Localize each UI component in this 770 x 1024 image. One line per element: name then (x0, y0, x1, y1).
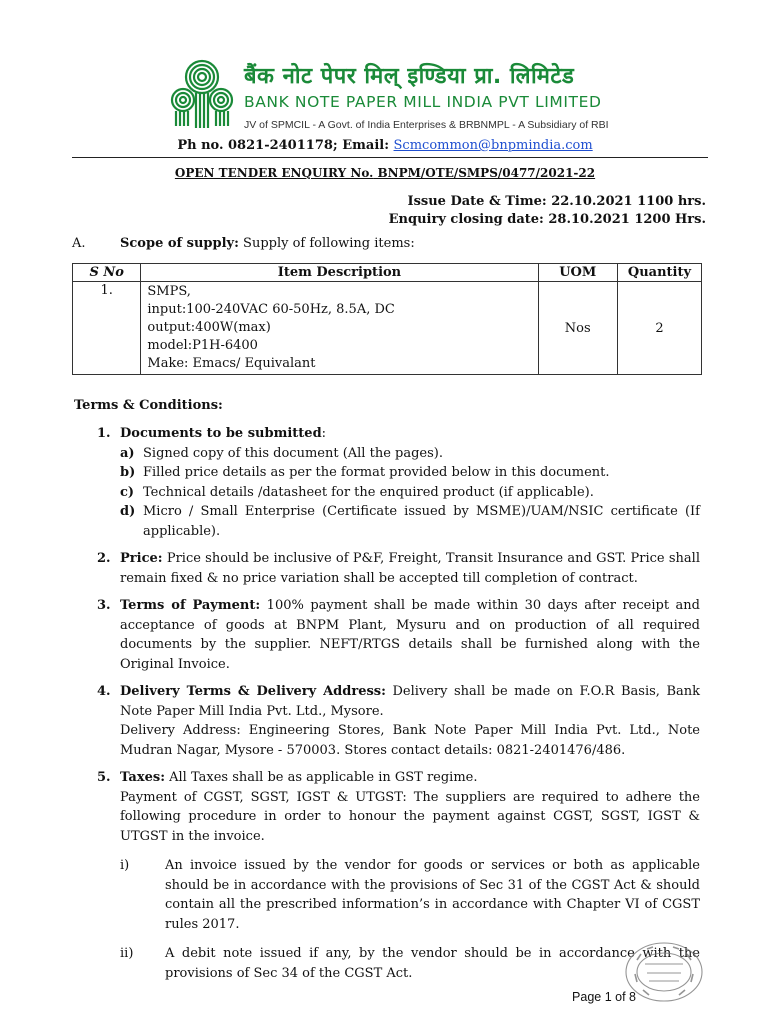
scope-letter: A. (72, 236, 86, 251)
cell-sno: 1. (73, 282, 141, 375)
term-text-2: Payment of CGST, SGST, IGST & UTGST: The suppliers are required to adhere the following procedure in order to honour the payment against CGST, SGST, IGST & UTGST in the invoice. (120, 789, 700, 844)
terms-list (97, 424, 700, 991)
roman-numeral: i) (120, 858, 130, 873)
term-title: Delivery Terms & Delivery Address: (120, 684, 386, 699)
tender-number: BNPM/OTE/SMPS/0477/2021-22 (373, 166, 596, 180)
cell-quantity: 2 (617, 282, 701, 375)
term-title: Taxes: (120, 770, 165, 785)
term-number: 2. (97, 551, 111, 566)
contact-line (0, 138, 770, 153)
desc-line: SMPS, (147, 284, 191, 299)
term-text: 100% payment shall be made within 30 days after receipt and acceptance of goods at BNPM Plant, Mysuru and on production of all required documents by the supplier. NEFT/RTGS details shall be furnished along with the Original Invoice. (120, 598, 700, 672)
term-number: 1. (97, 426, 111, 441)
sub-letter: a) (120, 445, 135, 461)
term-number: 5. (97, 770, 111, 785)
term-price (97, 549, 700, 588)
closing-date: Enquiry closing date: 28.10.2021 1200 Hrs. (388, 212, 706, 227)
sub-text: Signed copy of this document (All the pages). (143, 445, 443, 461)
company-name: BANK NOTE PAPER MILL INDIA PVT LIMITED (244, 93, 602, 111)
sub-item (120, 463, 700, 483)
desc-line: input:100-240VAC 60-50Hz, 8.5A, DC (147, 302, 395, 317)
term-delivery (97, 682, 700, 760)
term-number: 3. (97, 598, 111, 613)
cell-uom: Nos (538, 282, 617, 375)
company-name-hindi: बैंक नोट पेपर मिल् इण्डिया प्रा. लिमिटेड (244, 64, 575, 89)
terms-heading: Terms & Conditions: (74, 398, 223, 413)
desc-line: Make: Emacs/ Equivalant (147, 356, 316, 371)
desc-line: model:P1H-6400 (147, 338, 258, 353)
phone-text: Ph no. 0821-2401178; Email: (177, 138, 394, 153)
cell-description (141, 282, 538, 375)
sub-item (120, 483, 700, 503)
term-colon: : (321, 426, 327, 441)
table-row (73, 282, 702, 375)
term-text-2: Delivery Address: Engineering Stores, Bank Note Paper Mill India Pvt. Ltd., Note Mudran Nagar, Mysore - 570003. Stores contact details: 0821-2401476/486. (120, 723, 700, 758)
roman-item (120, 856, 700, 934)
col-header-uom: UOM (538, 264, 617, 282)
term-text: Price should be inclusive of P&F, Freight, Transit Insurance and GST. Price shall remain fixed & no price variation shall be accepted till completion of contract. (120, 551, 700, 586)
issue-date: Issue Date & Time: 22.10.2021 1100 hrs. (407, 194, 706, 209)
sub-item (120, 444, 700, 464)
col-header-quantity: Quantity (617, 264, 701, 282)
sub-letter: c) (120, 484, 135, 500)
term-text: All Taxes shall be as applicable in GST regime. (165, 770, 478, 785)
page-number: Page 1 of 8 (572, 990, 636, 1004)
term-taxes (97, 768, 700, 983)
header-divider (72, 157, 708, 158)
term-text: Delivery shall be made on F.O.R Basis, Bank Note Paper Mill India Pvt. Ltd., Mysore. (120, 684, 701, 719)
scope-text: Supply of following items: (238, 236, 415, 251)
sub-letter: b) (120, 465, 136, 480)
roman-item (120, 944, 700, 983)
email-link[interactable]: Scmcommon@bnpmindia.com (393, 138, 593, 153)
sub-text: Technical details /datasheet for the enquired product (if applicable). (143, 484, 594, 500)
term-title: Documents to be submitted (120, 426, 322, 441)
roman-text: An invoice issued by the vendor for goods or services or both as applicable should be in accordance with the provisions of Sec 31 of the CGST Act & should contain all the prescribed information’s in accordance with Chapter VI of CGST rules 2017. (165, 858, 700, 932)
sub-item (120, 502, 700, 541)
term-documents (97, 424, 700, 541)
sub-letter: d) (120, 504, 136, 519)
items-table (72, 263, 702, 375)
col-header-sno: S No (73, 264, 141, 282)
term-title: Price: (120, 551, 163, 566)
sub-text: Micro / Small Enterprise (Certificate issued by MSME)/UAM/NSIC certificate (If applicable). (143, 504, 700, 539)
scope-label: Scope of supply: (120, 236, 239, 251)
scope-of-supply (72, 236, 415, 251)
term-title: Terms of Payment: (120, 598, 261, 613)
desc-line: output:400W(max) (147, 320, 271, 335)
term-payment (97, 596, 700, 674)
term-number: 4. (97, 684, 111, 699)
tender-title (0, 166, 770, 180)
tender-title-label: OPEN TENDER ENQUIRY No. (174, 166, 374, 180)
table-header-row (73, 264, 702, 282)
company-logo (168, 58, 236, 130)
roman-text: A debit note issued if any, by the vendor should be in accordance with the provisions of Sec 34 of the CGST Act. (165, 946, 700, 981)
jv-subtitle: JV of SPMCIL - A Govt. of India Enterprises & BRBNMPL - A Subsidiary of RBI (244, 119, 609, 131)
col-header-description: Item Description (141, 264, 538, 282)
sub-text: Filled price details as per the format provided below in this document. (143, 465, 610, 480)
roman-numeral: ii) (120, 946, 134, 961)
